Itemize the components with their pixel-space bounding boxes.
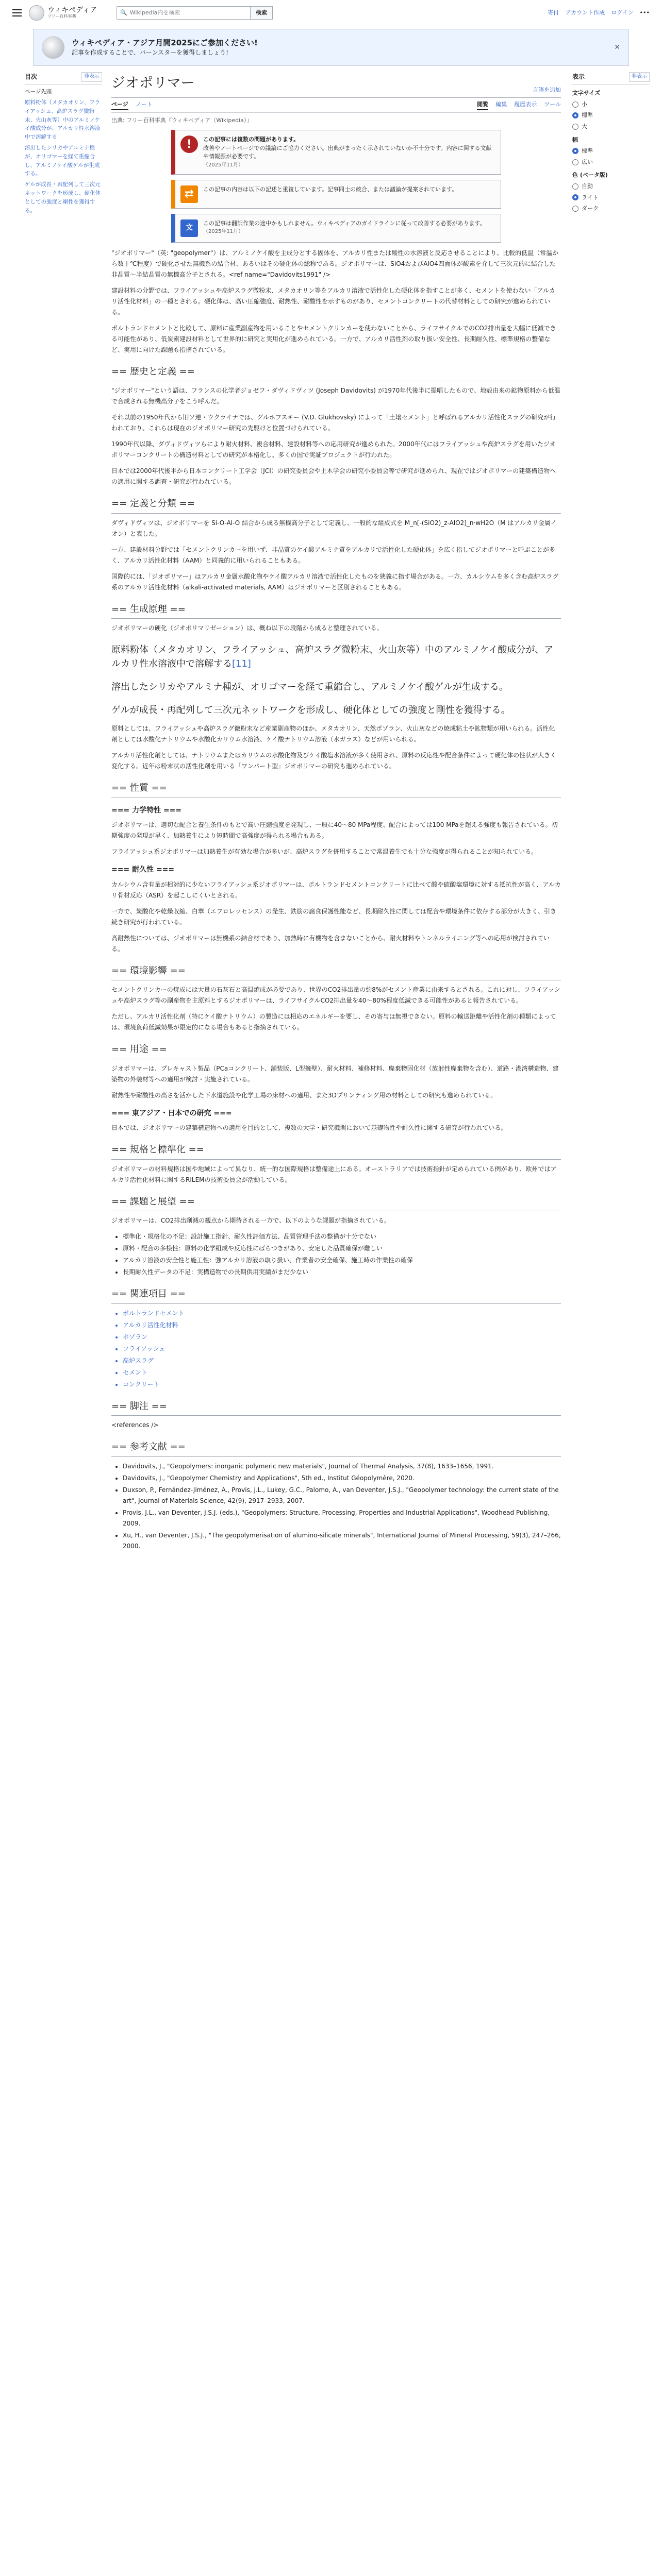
- option-label: 標準: [582, 112, 593, 119]
- notice-text: 改善やノートページでの議論にご協力ください。出典がまったく示されていないか不十分です。内容に関する文献や情報源が必要です。: [203, 144, 492, 160]
- paragraph: ダヴィドヴィツは、ジオポリマーを Si-O-Al-O 結合から成る無機高分子として定義し、一般的な組成式を M_n[-(SiO2)_z-AlO2]_n·wH2O（M はアルカリ金属イオン）と表した。: [111, 519, 557, 537]
- paragraph: ジオポリマーは、適切な配合と養生条件のもとで高い圧縮強度を発現し、一般に40〜80 MPa程度、配合によっては100 MPaを超える強度も報告されている。初期強度の発現が早く、加熱養生により短時間で高強度が得られる場合もある。: [111, 821, 558, 840]
- related-list: [111, 1308, 561, 1390]
- paragraph: ポルトランドセメントと比較して、原料に産業副産物を用いることやセメントクリンカーを使わないことから、ライフサイクルでのCO2排出量を大幅に低減できる可能性があり、低炭素建設材料として世界的に研究と実用化が進められている。一方で、アルカリ活性剤の取り扱い安全性、長期耐久性、標準規格の整備など、実用に向けた課題も指摘されている。: [111, 324, 556, 353]
- search-button[interactable]: 検索: [251, 6, 273, 20]
- color-label: 色 (ベータ版): [572, 172, 608, 179]
- search-icon: 🔍: [120, 9, 127, 16]
- warning-icon: !: [180, 135, 198, 153]
- section-heading: == 参考文献 ==: [111, 1439, 561, 1457]
- radio-selected-icon: [572, 148, 578, 154]
- paragraph: 国際的には、「ジオポリマー」はアルカリ金属水酸化物やケイ酸アルカリ溶液で活性化したものを狭義に指す場合がある。一方、カルシウムを多く含む高炉スラグ系のアルカリ活性化材料（alkali-activated materials, AAM）はジオポリマーと区別されることもある。: [111, 572, 559, 591]
- donate-link[interactable]: 寄付: [548, 9, 559, 16]
- appearance-hide-button[interactable]: 非表示: [629, 72, 650, 82]
- translation-text: この記事は翻訳作業の途中かもしれません。ウィキペディアのガイドラインに従って改善する必要があります。: [203, 219, 486, 227]
- paragraph: 耐熱性や耐酸性の高さを活かした下水道施設や化学工場の床材への適用、また3Dプリンティング用の材料としての研究も進められている。: [111, 1091, 497, 1099]
- page-tabs: [111, 100, 561, 113]
- paragraph: 一方、建設材料分野では「セメントクリンカーを用いず、非晶質のケイ酸アルミナ質をアルカリで活性化した硬化体」を広く指してジオポリマーと呼ぶことが多く、アルカリ活性化材料（AAM）と同義的に用いられることもある。: [111, 546, 555, 564]
- width-wide[interactable]: [572, 158, 650, 167]
- site-title: ウィキペディア: [47, 6, 97, 14]
- toc-item[interactable]: ゲルが成長・再配列して三次元ネットワークを形成し、硬化体としての強度と剛性を獲得する。: [25, 181, 101, 214]
- radio-icon: [572, 101, 578, 108]
- notice-date: （2025年11月）: [203, 162, 244, 168]
- section-heading: == 性質 ==: [111, 780, 561, 798]
- citation-link[interactable]: [11]: [232, 658, 251, 670]
- appearance-heading: 表示: [572, 73, 585, 80]
- related-link[interactable]: • ポルトランドセメント: [123, 1308, 561, 1319]
- bibliography-item: • Provis, J.L., van Deventer, J.S.J. (eds.), "Geopolymers: Structure, Processing, Properties and Industrial Applications", Woodhead Publishing, 2009.: [123, 1507, 561, 1529]
- process-step-2: 溶出したシリカやアルミナ種が、オリゴマーを経て重縮合し、アルミノケイ酸ゲルが生成する。: [111, 682, 508, 693]
- tab-read[interactable]: 閲覧: [477, 100, 488, 110]
- section-heading: == 用途 ==: [111, 1041, 561, 1059]
- radio-icon: [572, 206, 578, 212]
- list-item: • 長期耐久性データの不足：実構造物での長期供用実績がまだ少ない: [123, 1267, 561, 1278]
- references-tag: <references />: [111, 1421, 159, 1429]
- paragraph: アルカリ活性化剤としては、ナトリウムまたはカリウムの水酸化物及びケイ酸塩水溶液が多く使用され、原料の反応性や配合条件によって硬化体の性状が大きく変化する。近年は粉末状の活性化剤を用いる「ワンパート型」ジオポリマーの研究も進められている。: [111, 752, 557, 770]
- login-link[interactable]: ログイン: [611, 9, 634, 16]
- option-label: ライト: [582, 194, 599, 201]
- list-item: • アルカリ溶液の安全性と施工性：強アルカリ溶液の取り扱い、作業者の安全確保、施工時の作業性の確保: [123, 1255, 561, 1266]
- process-step-1: [111, 643, 561, 671]
- banner-globe-icon: [42, 36, 64, 59]
- process-step-3: ゲルが成長・再配列して三次元ネットワークを形成し、硬化体としての強度と剛性を獲得する。: [111, 705, 510, 716]
- paragraph: "ジオポリマー"（英: "geopolymer"）は、アルミノケイ酸を主成分とする固体を、アルカリ性または酸性の水溶液と反応させることにより、比較的低温（常温から数十℃程度）で硬化させた無機系の結合材、あるいはその硬化体の総称である。ジオポリマーは、SiO4およびAlO4四面体が酸素を介して三次元的に結合した非晶質〜半結晶質の無機高分子とされる。<ref name="Davidovits1991" />: [111, 249, 559, 278]
- paragraph: フライアッシュ系ジオポリマーは加熱養生が有効な場合が多いが、高炉スラグを併用することで常温養生でも十分な強度が得られることが知られている。: [111, 848, 537, 856]
- related-link[interactable]: • コンクリート: [123, 1379, 561, 1390]
- paragraph: セメントクリンカーの焼成には大量の石灰石と高温焼成が必要であり、世界のCO2排出量の約8%がセメント産業に由来するとされる。これに対し、フライアッシュや高炉スラグ等の副産物を主原料とするジオポリマーは、ライフサイクルCO2排出量を40〜80%程度低減できる可能性があると報告されている。: [111, 986, 560, 1005]
- paragraph: 1990年代以降、ダヴィドヴィツらにより耐火材料、複合材料、建設材料等への応用研究が進められた。2000年代にはフライアッシュや高炉スラグを用いたジオポリマーコンクリートの構造材料としての研究が本格化し、多くの国で実証プロジェクトが行われた。: [111, 440, 556, 459]
- toc-item[interactable]: 原料粉体（メタカオリン、フライアッシュ、高炉スラグ微粉末、火山灰等）中のアルミノケイ酸成分が、アルカリ性水溶液中で溶解する: [25, 99, 101, 141]
- translate-icon: 文: [180, 219, 198, 237]
- issues-list: [111, 1231, 561, 1278]
- option-label: 広い: [582, 158, 593, 165]
- search-input[interactable]: [117, 6, 251, 20]
- paragraph: ジオポリマーの材料規格は国や地域によって異なり、統一的な国際規格は整備途上にある。オーストラリアでは技術指針が定められている例があり、欧州ではアルカリ活性化材料に関するRILEMの技術委員会が活動している。: [111, 1165, 557, 1183]
- section-heading: == 脚注 ==: [111, 1398, 561, 1416]
- step-text: 原料粉体（メタカオリン、フライアッシュ、高炉スラグ微粉末、火山灰等）中のアルミノケイ酸成分が、アルカリ性水溶液中で溶解する: [111, 645, 554, 670]
- bibliography-item: • Duxson, P., Fernández-Jiménez, A., Provis, J.L., Lukey, G.C., Palomo, A., van Deventer, J.S.J., "Geopolymer technology: the current state of the art", Journal of Materials Science, 42(9), 2917–2933, 2007.: [123, 1485, 561, 1506]
- related-link[interactable]: • セメント: [123, 1367, 561, 1378]
- text-size-large[interactable]: [572, 122, 650, 131]
- toc-item[interactable]: 溶出したシリカやアルミナ種が、オリゴマーを経て重縮合し、アルミノケイ酸ゲルが生成する。: [25, 144, 100, 177]
- bibliography-item: • Davidovits, J., "Geopolymer Chemistry and Applications", 5th ed., Institut Géopolymère, 2020.: [123, 1473, 561, 1484]
- section-heading: == 歴史と定義 ==: [111, 364, 561, 382]
- bibliography-list: [111, 1461, 561, 1552]
- radio-selected-icon: [572, 194, 578, 200]
- article-body: [111, 248, 561, 1552]
- user-links: [548, 8, 650, 18]
- paragraph: ただし、アルカリ活性化剤（特にケイ酸ナトリウム）の製造には相応のエネルギーを要し、その寄与は無視できない。原料の輸送距離や活性化剤の種類によっては、環境負荷低減効果が限定的になる場合もあると指摘されている。: [111, 1013, 556, 1031]
- width-label: 幅: [572, 136, 578, 143]
- merge-icon: ⇄: [180, 185, 198, 203]
- merge-notice: [171, 180, 501, 209]
- text-size-small[interactable]: [572, 100, 650, 109]
- paragraph: 建設材料の分野では、フライアッシュや高炉スラグ微粉末、メタカオリン等をアルカリ溶液で活性化した硬化体を指すことが多く、セメントを使わない「アルカリ活性化材料」の一種とされる。硬化体は、高い圧縮強度、耐熱性、耐酸性を示すものがあり、セメントコンクリートの代替材料としての研究が進められている。: [111, 286, 556, 316]
- paragraph: それ以前の1950年代から旧ソ連・ウクライナでは、グルホフスキー (V.D. Glukhovsky) によって「土壌セメント」と呼ばれるアルカリ活性化スラグの研究が行われており、これらは現在のジオポリマー研究の先駆けと位置づけられている。: [111, 414, 556, 432]
- tab-history[interactable]: 履歴表示: [514, 101, 537, 108]
- list-item: • 原料・配合の多様性：原料の化学組成や反応性にばらつきがあり、安定した品質確保が難しい: [123, 1243, 561, 1254]
- color-light[interactable]: [572, 193, 650, 202]
- paragraph: ジオポリマーは、プレキャスト製品（PCaコンクリート、舗装版、L型擁壁）、耐火材料、補修材料、廃棄物固化材（放射性廃棄物を含む）、道路・港湾構造物、建築物の外装材等への適用が検討・実施されている。: [111, 1064, 559, 1083]
- subsection-heading: === 力学特性 ===: [111, 806, 182, 815]
- search-form: [117, 6, 273, 20]
- paragraph: ジオポリマーは、CO2排出削減の観点から期待される一方で、以下のような課題が指摘されている。: [111, 1217, 390, 1225]
- merge-text: この記事の内容は以下の記述と重複しています。記事同士の統合、または議論が提案されています。: [203, 185, 458, 193]
- section-heading: == 定義と分類 ==: [111, 496, 561, 514]
- radio-icon: [572, 159, 578, 165]
- translation-notice: [171, 214, 501, 243]
- section-heading: == 生成原理 ==: [111, 601, 561, 619]
- from-wikipedia: 出典: フリー百科事典『ウィキペディア（Wikipedia）』: [111, 116, 253, 124]
- text-size-standard[interactable]: [572, 111, 650, 120]
- toc-item-top[interactable]: ページ先頭: [25, 89, 52, 95]
- tab-tools[interactable]: ツール: [544, 101, 561, 108]
- radio-icon: [572, 183, 578, 190]
- text-size-label: 文字サイズ: [572, 90, 601, 97]
- tab-talk[interactable]: ノート: [135, 101, 153, 108]
- issues-notice: [171, 130, 501, 175]
- site-subtitle: フリー百科事典: [47, 14, 76, 19]
- campaign-banner: [33, 29, 629, 66]
- related-link[interactable]: • 高炉スラグ: [123, 1355, 561, 1366]
- site-header: [0, 0, 662, 26]
- option-label: 小: [582, 100, 587, 108]
- create-account-link[interactable]: アカウント作成: [565, 9, 605, 16]
- toc-heading: 目次: [25, 73, 38, 80]
- site-logo[interactable]: [29, 5, 97, 21]
- option-label: 大: [582, 123, 587, 130]
- section-heading: == 環境影響 ==: [111, 963, 561, 981]
- page-title: ジオポリマー: [111, 75, 195, 91]
- related-link[interactable]: • フライアッシュ: [123, 1344, 561, 1354]
- width-standard[interactable]: [572, 146, 650, 156]
- tab-page[interactable]: ページ: [111, 100, 128, 110]
- tab-edit[interactable]: 編集: [495, 101, 507, 108]
- section-heading: == 規格と標準化 ==: [111, 1142, 561, 1160]
- paragraph: 日本では、ジオポリマーの建築構造物への適用を目的として、複数の大学・研究機関において基礎物性や耐久性に関する研究が行われている。: [111, 1124, 507, 1132]
- more-options-icon[interactable]: •••: [639, 9, 650, 16]
- main-menu-icon[interactable]: [12, 9, 22, 16]
- add-language-button[interactable]: 言語を追加: [533, 86, 561, 93]
- appearance-sidebar: [572, 72, 650, 215]
- section-heading: == 関連項目 ==: [111, 1286, 561, 1304]
- radio-selected-icon: [572, 112, 578, 118]
- toc-hide-button[interactable]: 非表示: [81, 72, 102, 82]
- option-label: ダーク: [582, 205, 599, 212]
- color-dark[interactable]: [572, 204, 650, 213]
- paragraph: ジオポリマーの硬化（ジオポリマリゼーション）は、概ね以下の段階から成ると整理されている。: [111, 624, 383, 632]
- subsection-heading: === 東アジア・日本での研究 ===: [111, 1109, 232, 1117]
- color-auto[interactable]: [572, 182, 650, 191]
- banner-description: 記事を作成することで、バーンスターを獲得しましょう!: [72, 49, 228, 57]
- paragraph: カルシウム含有量が相対的に少ないフライアッシュ系ジオポリマーは、ポルトランドセメントコンクリートに比べて酸や硫酸塩環境に対する抵抗性が高く、アルカリ骨材反応（ASR）を起こしにくいとされる。: [111, 880, 561, 899]
- bibliography-item: • Xu, H., van Deventer, J.S.J., "The geopolymerisation of alumino-silicate minerals", International Journal of Mineral Processing, 59(3), 247–266, 2000.: [123, 1530, 561, 1552]
- paragraph: 原料としては、フライアッシュや高炉スラグ微粉末など産業副産物のほか、メタカオリン、天然ポゾラン、火山灰などの焼成粘土や鉱物類が用いられる。活性化剤としては水酸化ナトリウムや水酸化カリウム水溶液、ケイ酸ナトリウム溶液（水ガラス）などが用いられる。: [111, 725, 555, 743]
- search-placeholder: Wikipedia内を検索: [129, 9, 180, 16]
- banner-title[interactable]: ウィキペディア・アジア月間2025にご参加ください!: [72, 38, 258, 48]
- translation-date: （2025年11月）: [203, 229, 244, 235]
- paragraph: 一方で、炭酸化や乾燥収縮、白華（エフロレッセンス）の発生、鉄筋の腐食保護性能など、長期耐久性に関しては配合や環境条件に依存する部分が大きく、引き続き研究が行われている。: [111, 907, 557, 926]
- related-link[interactable]: • アルカリ活性化材料: [123, 1320, 561, 1331]
- notice-title: この記事には複数の問題があります。: [203, 136, 300, 143]
- list-item: • 標準化・規格化の不足：設計施工指針、耐久性評価方法、品質管理手法の整備が十分でない: [123, 1231, 561, 1242]
- option-label: 自動: [582, 182, 593, 190]
- section-heading: == 課題と展望 ==: [111, 1194, 561, 1212]
- wikipedia-globe-icon: [29, 5, 44, 21]
- subsection-heading: === 耐久性 ===: [111, 866, 175, 874]
- toc-sidebar: [25, 72, 102, 217]
- close-icon[interactable]: ✕: [614, 43, 620, 52]
- related-link[interactable]: • ポゾラン: [123, 1332, 561, 1343]
- paragraph: "ジオポリマー"という語は、フランスの化学者ジョゼフ・ダヴィドヴィツ (Joseph Davidovits) が1970年代後半に提唱したもので、地殻由来の鉱物原料から低温で合成される無機高分子をこう呼んだ。: [111, 387, 560, 405]
- option-label: 標準: [582, 147, 593, 155]
- bibliography-item: • Davidovits, J., "Geopolymers: inorganic polymeric new materials", Journal of Thermal Analysis, 37(8), 1633–1656, 1991.: [123, 1461, 561, 1472]
- radio-icon: [572, 124, 578, 130]
- paragraph: 高耐熱性については、ジオポリマーは無機系の結合材であり、加熱時に有機物を含まないことから、耐火材料やトンネルライニング等への応用が検討されている。: [111, 934, 550, 953]
- paragraph: 日本では2000年代後半から日本コンクリート工学会（JCI）の研究委員会や土木学会の研究小委員会等で研究が進められ、現在ではジオポリマーの建築構造物への適用に関する調査・研究が行われている。: [111, 467, 556, 486]
- article-content: [111, 72, 561, 1557]
